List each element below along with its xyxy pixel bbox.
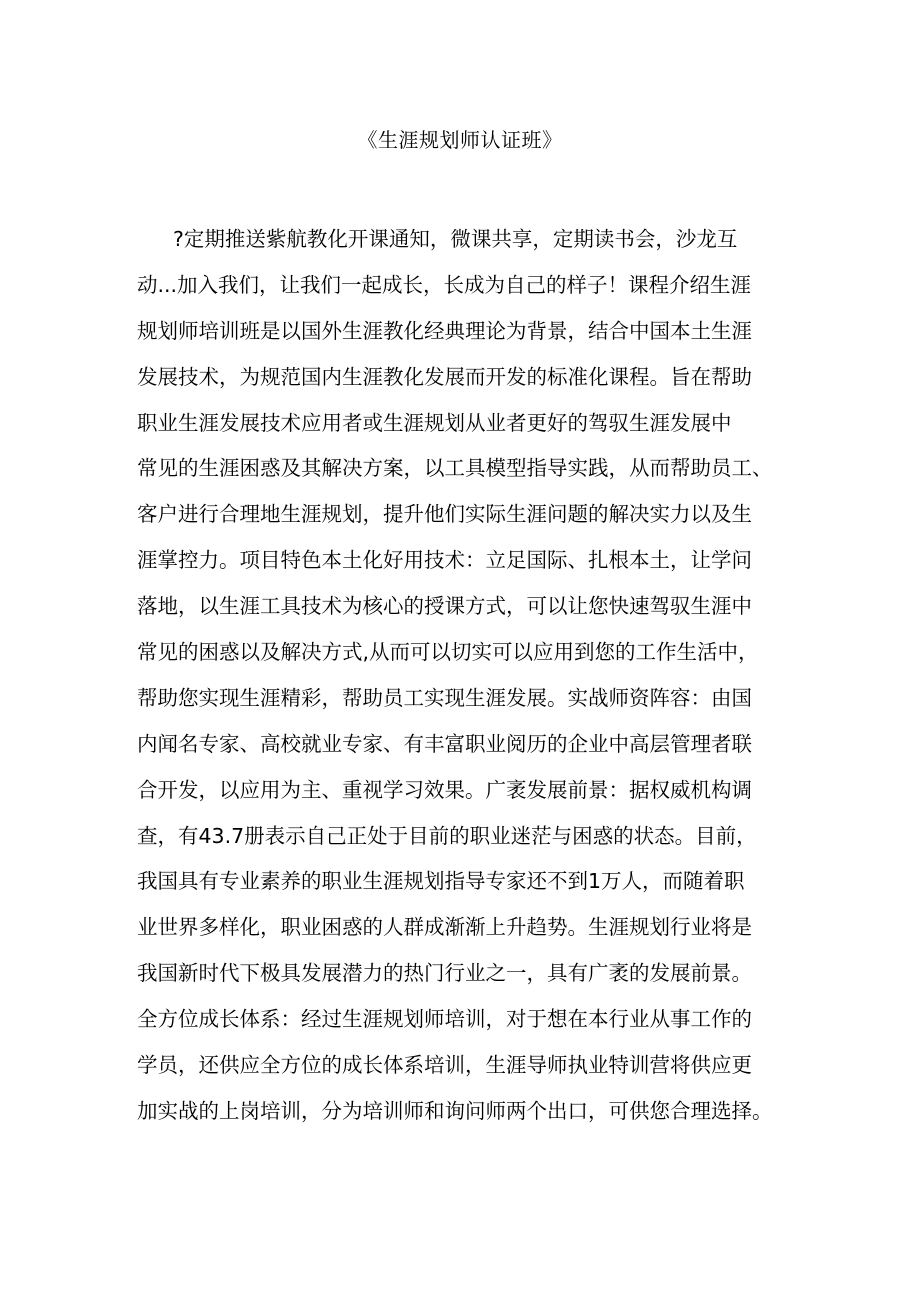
body-line: 常见的生涯困惑及其解决方案，以工具模型指导实践，从而帮助员工、	[137, 456, 773, 481]
document-title: 《生涯规划师认证班》	[357, 128, 563, 152]
body-line: 合开发，以应用为主、重视学习效果。广袤发展前景：据权威机构调	[137, 777, 752, 802]
body-line: 职业生涯发展技术应用者或生涯规划从业者更好的驾驭生涯发展中	[137, 410, 732, 435]
document-body	[137, 221, 793, 1139]
body-line: 我国新时代下极具发展潜力的热门行业之一，具有广袤的发展前景。	[137, 961, 752, 986]
body-line: 落地，以生涯工具技术为核心的授课方式，可以让您快速驾驭生涯中	[137, 594, 752, 619]
body-line: 我国具有专业素养的职业生涯规划指导专家还不到1万人，而随着职	[137, 869, 745, 894]
body-line: 查，有43.7册表示自己正处于目前的职业迷茫与困惑的状态。目前，	[137, 823, 757, 848]
body-line: 动...加入我们，让我们一起成长，长成为自己的样子！课程介绍生涯	[137, 272, 752, 297]
body-line: ?定期推送紫航教化开课通知，微课共享，定期读书会，沙龙互	[173, 227, 738, 251]
body-line: 全方位成长体系：经过生涯规划师培训，对于想在本行业从事工作的	[137, 1007, 752, 1032]
body-line: 内闻名专家、高校就业专家、有丰富职业阅历的企业中高层管理者联	[137, 731, 752, 756]
body-line: 常见的困惑以及解决方式,从而可以切实可以应用到您的工作生活中，	[137, 640, 759, 665]
body-line: 业世界多样化，职业困惑的人群成渐渐上升趋势。生涯规划行业将是	[137, 915, 752, 940]
body-line: 学员，还供应全方位的成长体系培训，生涯导师执业特训营将供应更	[137, 1053, 752, 1078]
body-line: 客户进行合理地生涯规划，提升他们实际生涯问题的解决实力以及生	[137, 502, 752, 527]
body-line: 发展技术，为规范国内生涯教化发展而开发的标准化课程。旨在帮助	[137, 364, 752, 389]
body-line: 涯掌控力。项目特色本土化好用技术：立足国际、扎根本土，让学问	[137, 548, 752, 573]
body-line: 加实战的上岗培训，分为培训师和询问师两个出口，可供您合理选择。	[137, 1098, 773, 1123]
body-line: 帮助您实现生涯精彩，帮助员工实现生涯发展。实战师资阵容：由国	[137, 685, 752, 710]
body-line: 规划师培训班是以国外生涯教化经典理论为背景，结合中国本土生涯	[137, 318, 752, 343]
